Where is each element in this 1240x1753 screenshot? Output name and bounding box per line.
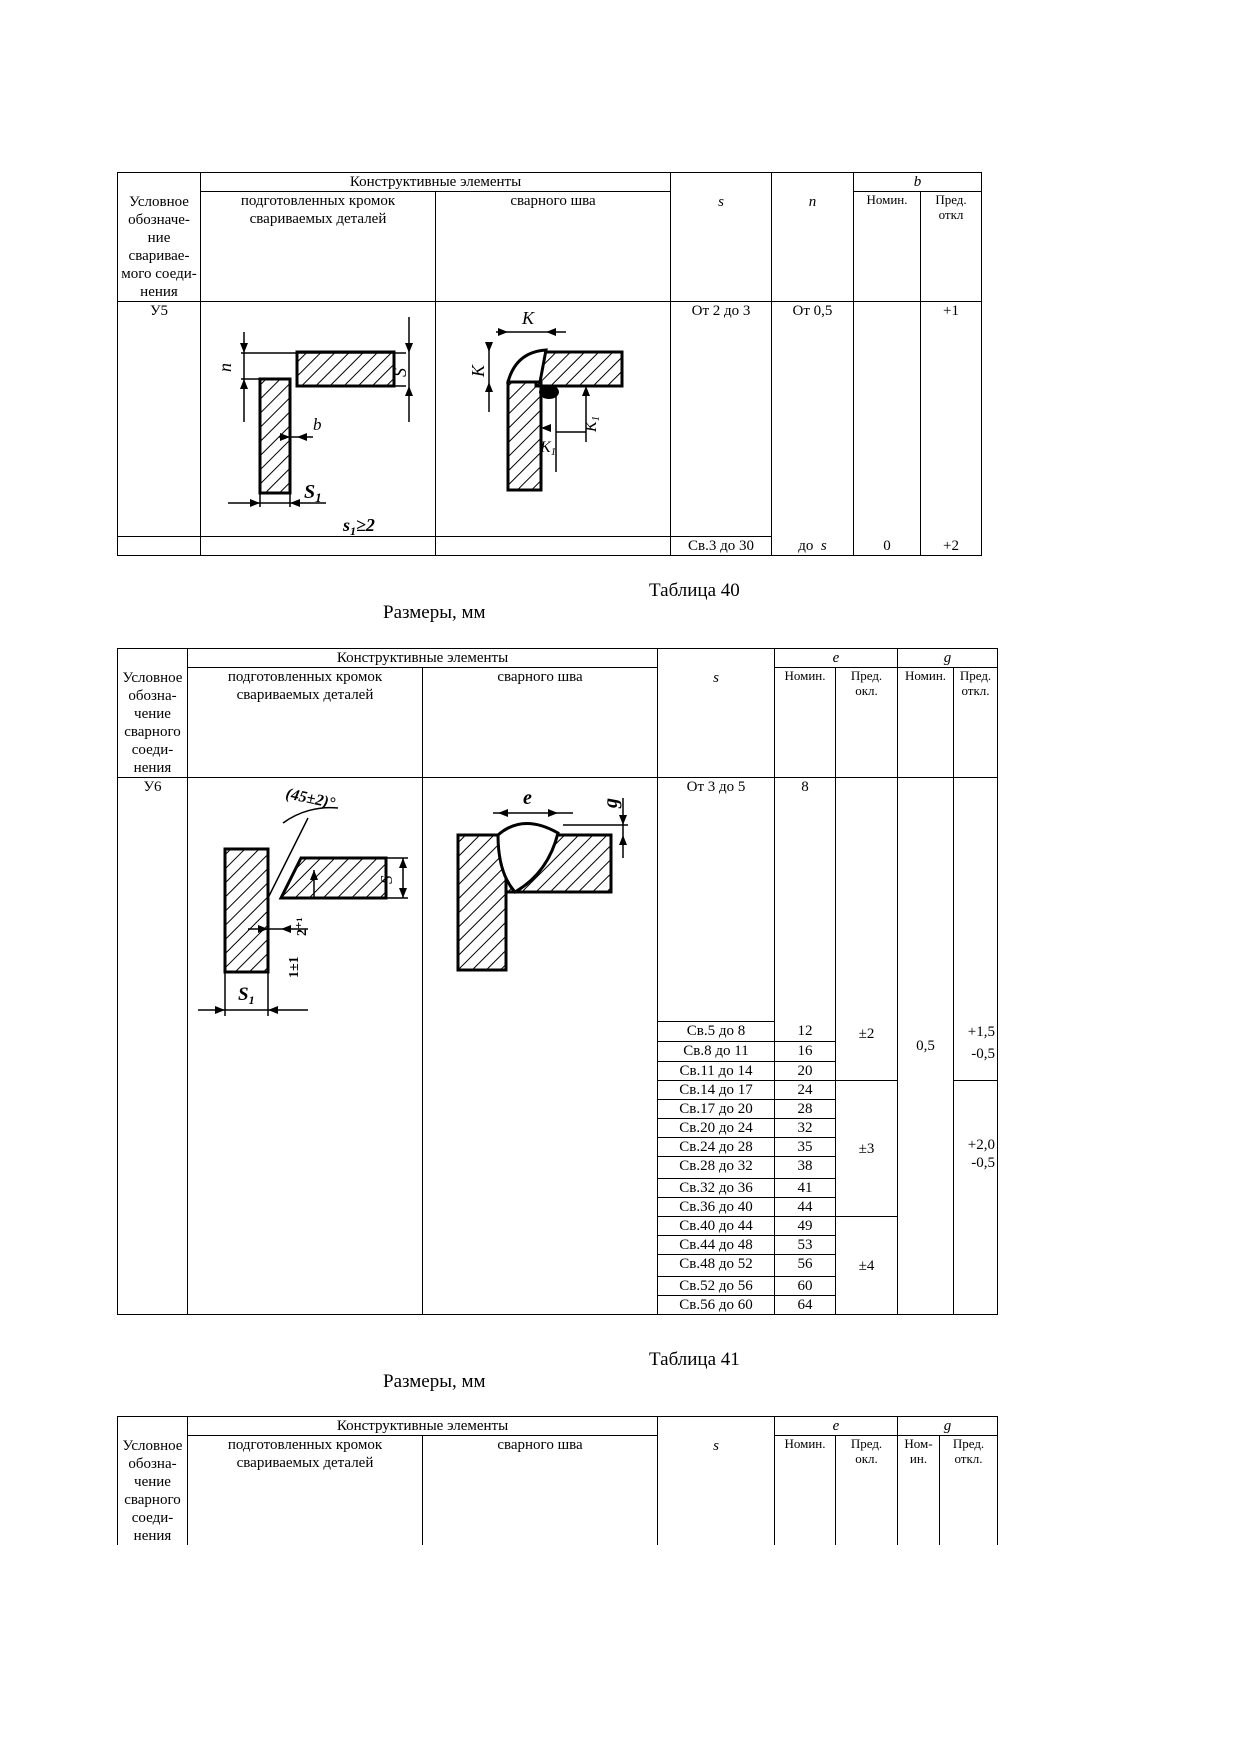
e-row-7: 35 bbox=[775, 1138, 836, 1157]
s-value-2: Св.3 до 30 bbox=[671, 537, 772, 556]
b-nom-value-2: 0 bbox=[854, 537, 921, 556]
svg-text:n: n bbox=[215, 363, 235, 372]
dev-header: Пред. откл bbox=[921, 192, 982, 302]
e-row-8: 38 bbox=[775, 1157, 836, 1179]
designation-header: Условное обозначе- ние сваривае- мого соеди- нения bbox=[118, 173, 201, 302]
svg-text:S1: $S_1$ bbox=[238, 984, 255, 1007]
e-row-9: 41 bbox=[775, 1179, 836, 1198]
g-nom-value: 0,5 bbox=[898, 778, 954, 1315]
svg-text:1±1: 1±1 bbox=[287, 956, 302, 978]
s-row-11: Св.40 до 44 bbox=[658, 1217, 775, 1236]
svg-text:g: g bbox=[600, 798, 622, 808]
weld-header: сварного шва bbox=[423, 1436, 658, 1545]
table-40-units: Размеры, мм bbox=[383, 602, 486, 623]
s-row-14: Св.52 до 56 bbox=[658, 1277, 775, 1296]
e-dev-group-3: ±4 bbox=[836, 1217, 898, 1315]
g-header: g bbox=[898, 649, 998, 668]
e-dev-header: Пред. окл. bbox=[836, 668, 898, 778]
b-nom-value-1 bbox=[854, 302, 921, 537]
table-41-units: Размеры, мм bbox=[383, 1371, 486, 1392]
e-row-4: 24 bbox=[775, 1081, 836, 1100]
n-header: n bbox=[772, 173, 854, 302]
constructive-header: Конструктивные элементы bbox=[201, 173, 671, 192]
s-row-0: От 3 до 5 bbox=[658, 778, 775, 1022]
e-row-3: 20 bbox=[775, 1062, 836, 1081]
e-header: e bbox=[775, 649, 898, 668]
e-dev-header: Пред. окл. bbox=[836, 1436, 898, 1545]
e-row-6: 32 bbox=[775, 1119, 836, 1138]
e-row-14: 60 bbox=[775, 1277, 836, 1296]
svg-text:K1: K1 bbox=[583, 415, 602, 432]
joint-code-cont bbox=[118, 537, 201, 556]
b-dev-value-1: +1 bbox=[921, 302, 982, 537]
designation-header: Условное обозна- чение сварного соеди- нения bbox=[118, 649, 188, 778]
s-row-9: Св.32 до 36 bbox=[658, 1179, 775, 1198]
n-value-2: до s bbox=[772, 537, 854, 556]
s-row-15: Св.56 до 60 bbox=[658, 1296, 775, 1315]
e-dev-group-2: ±3 bbox=[836, 1081, 898, 1217]
prepared-header: подготовленных кромок свариваемых деталей bbox=[201, 192, 436, 302]
g-nom-header: Ном- ин. bbox=[898, 1436, 940, 1545]
s-row-3: Св.11 до 14 bbox=[658, 1062, 775, 1081]
svg-text:(45±2)°: (45±2)° bbox=[284, 785, 337, 813]
s-row-8: Св.28 до 32 bbox=[658, 1157, 775, 1179]
g-dev-header: Пред. откл. bbox=[940, 1436, 998, 1545]
e-row-10: 44 bbox=[775, 1198, 836, 1217]
constructive-header: Конструктивные элементы bbox=[188, 649, 658, 668]
e-dev-group-1: ±2 bbox=[836, 778, 898, 1081]
designation-header: Условное обозна- чение сварного соеди- нения bbox=[118, 1417, 188, 1546]
s-row-6: Св.20 до 24 bbox=[658, 1119, 775, 1138]
svg-text:S: S bbox=[390, 368, 410, 377]
s-row-13: Св.48 до 52 bbox=[658, 1255, 775, 1277]
e-header: e bbox=[775, 1417, 898, 1436]
s-row-1: Св.5 до 8 bbox=[658, 1022, 775, 1042]
constructive-header: Конструктивные элементы bbox=[188, 1417, 658, 1436]
s-row-12: Св.44 до 48 bbox=[658, 1236, 775, 1255]
e-row-0: 8 bbox=[775, 778, 836, 1022]
n-value-1: От 0,5 bbox=[772, 302, 854, 537]
prepared-header: подготовленных кромок свариваемых деталей bbox=[188, 1436, 423, 1545]
b-header: b bbox=[854, 173, 982, 192]
table-40-caption: Таблица 40 bbox=[649, 580, 740, 601]
svg-text:K: K bbox=[468, 364, 488, 377]
s-header: s bbox=[658, 649, 775, 778]
e-row-13: 56 bbox=[775, 1255, 836, 1277]
s-row-10: Св.36 до 40 bbox=[658, 1198, 775, 1217]
weld-seam-drawing bbox=[436, 302, 671, 537]
e-nom-header: Номин. bbox=[775, 1436, 836, 1545]
s-row-5: Св.17 до 20 bbox=[658, 1100, 775, 1119]
prepared-header: подготовленных кромок свариваемых деталей bbox=[188, 668, 423, 778]
svg-text:e: e bbox=[523, 787, 532, 809]
e-row-15: 64 bbox=[775, 1296, 836, 1315]
e-row-5: 28 bbox=[775, 1100, 836, 1119]
g-dev-group-2: +2,0 -0,5 bbox=[954, 1081, 998, 1315]
table-41-header bbox=[117, 1416, 998, 1545]
svg-text:s1≥2: $s_1\ge 2$ bbox=[343, 515, 375, 536]
s-row-4: Св.14 до 17 bbox=[658, 1081, 775, 1100]
svg-text:S: S bbox=[377, 875, 396, 884]
weld-cont bbox=[436, 537, 671, 556]
prepared-cont bbox=[201, 537, 436, 556]
svg-text:b: b bbox=[313, 415, 322, 434]
table-u5 bbox=[117, 172, 982, 556]
g-header: g bbox=[898, 1417, 998, 1436]
svg-text:2⁺¹: 2⁺¹ bbox=[295, 917, 310, 936]
weld-header: сварного шва bbox=[436, 192, 671, 302]
table-41-caption: Таблица 41 bbox=[649, 1349, 740, 1370]
svg-text:K: K bbox=[522, 308, 535, 328]
nom-header: Номин. bbox=[854, 192, 921, 302]
svg-text:S1: $S_1$ bbox=[304, 481, 322, 505]
weld-seam-drawing bbox=[423, 778, 658, 1315]
e-nom-header: Номин. bbox=[775, 668, 836, 778]
svg-text:K1: K1 bbox=[540, 439, 557, 458]
g-dev-header: Пред. откл. bbox=[954, 668, 998, 778]
s-header: s bbox=[658, 1417, 775, 1546]
s-value-1: От 2 до 3 bbox=[671, 302, 772, 537]
s-header: s bbox=[671, 173, 772, 302]
g-dev-group-1: +1,5 -0,5 bbox=[954, 778, 998, 1081]
prepared-edges-drawing bbox=[201, 302, 436, 537]
e-row-1: 12 bbox=[775, 1022, 836, 1042]
g-nom-header: Номин. bbox=[898, 668, 954, 778]
e-row-12: 53 bbox=[775, 1236, 836, 1255]
weld-header: сварного шва bbox=[423, 668, 658, 778]
e-row-11: 49 bbox=[775, 1217, 836, 1236]
table-u6 bbox=[117, 648, 998, 1315]
s-row-7: Св.24 до 28 bbox=[658, 1138, 775, 1157]
joint-code: У6 bbox=[118, 778, 188, 1315]
b-dev-value-2: +2 bbox=[921, 537, 982, 556]
prepared-edges-drawing bbox=[188, 778, 423, 1315]
s-row-2: Св.8 до 11 bbox=[658, 1042, 775, 1062]
joint-code: У5 bbox=[118, 302, 201, 537]
e-row-2: 16 bbox=[775, 1042, 836, 1062]
